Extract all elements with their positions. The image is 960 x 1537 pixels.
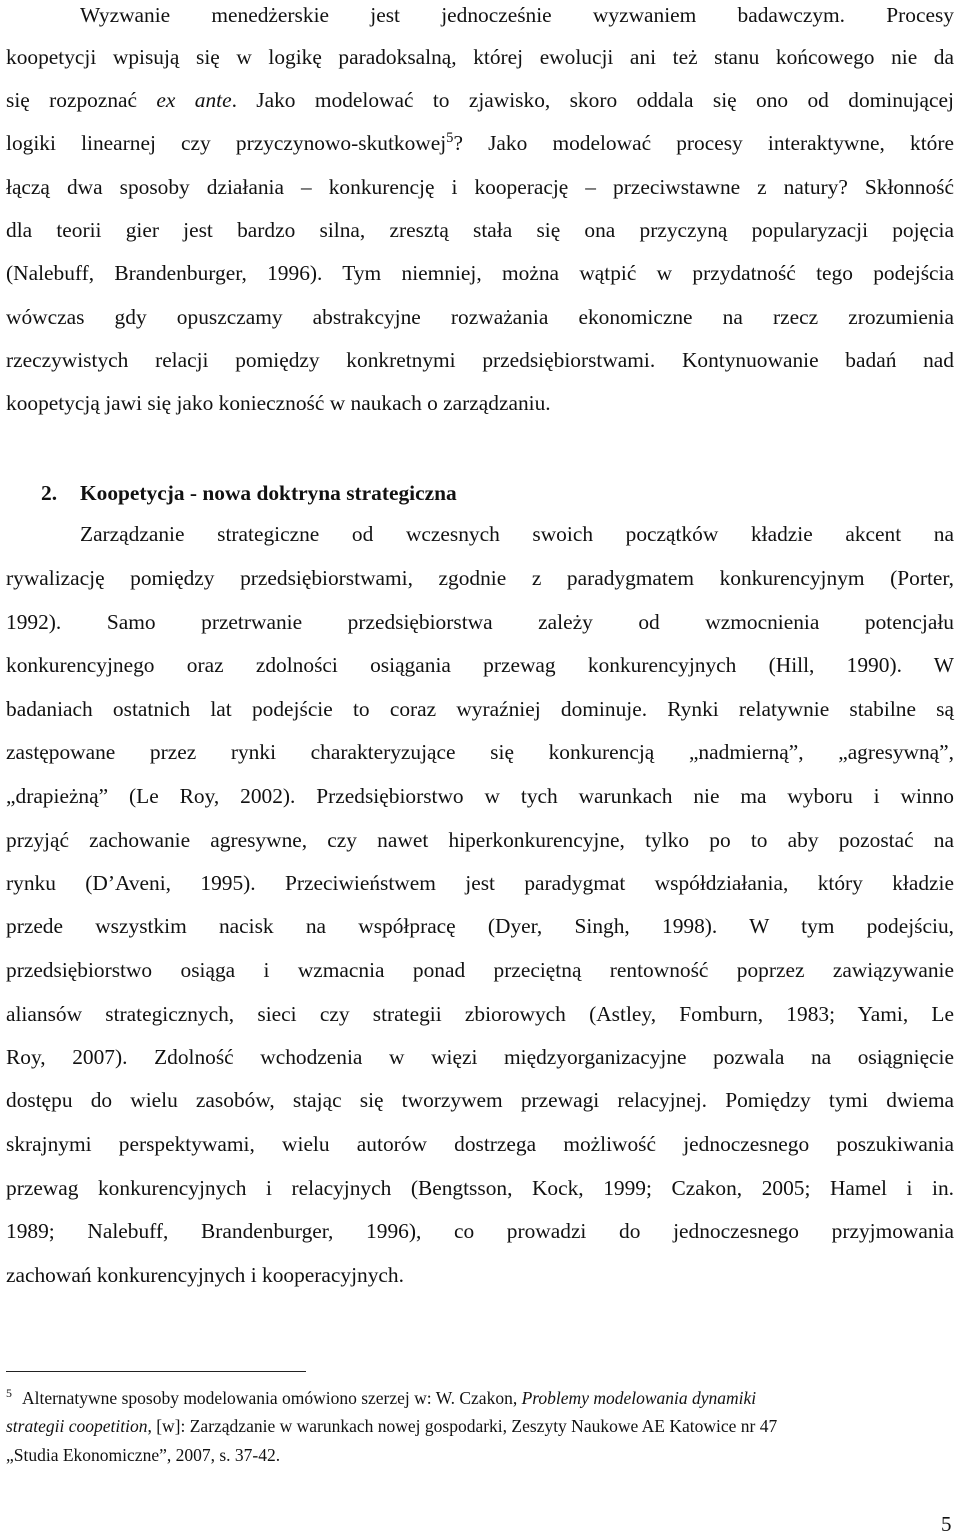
paragraph-2-line-9: rynku (D’Aveni, 1995). Przeciwieństwem jest paradygmat współdziałania, który kładzie bbox=[6, 871, 954, 895]
paragraph-1-line-3-pre: się rozpoznać bbox=[6, 88, 157, 112]
paragraph-2-line-17: 1989; Nalebuff, Brandenburger, 1996), co prowadzi do jednoczesnego przyjmowania bbox=[6, 1219, 954, 1243]
footnote-line-2 bbox=[6, 1414, 936, 1438]
paragraph-1-line-4-post: ? Jako modelować procesy interaktywne, które bbox=[453, 131, 955, 155]
section-title: Koopetycja - nowa doktryna strategiczna bbox=[80, 481, 457, 505]
paragraph-2-line-7: „drapieżną” (Le Roy, 2002). Przedsiębiorstwo w tych warunkach nie ma wyboru i winno bbox=[6, 784, 954, 808]
paragraph-1-line-3-post: . Jako modelować to zjawisko, skoro oddala się ono od dominującej bbox=[231, 88, 954, 112]
paragraph-1-line-3 bbox=[6, 85, 954, 115]
paragraph-2-line-1: Zarządzanie strategiczne od wczesnych swoich początków kładzie akcent na bbox=[80, 522, 954, 546]
paragraph-1-line-2: koopetycji wpisują się w logikę paradoksalną, której ewolucji ani też stanu końcowego nie da bbox=[6, 45, 954, 69]
paragraph-1-line-9: rzeczywistych relacji pomiędzy konkretnymi przedsiębiorstwami. Kontynuowanie badań nad bbox=[6, 348, 954, 372]
section-number: 2. bbox=[41, 481, 58, 505]
paragraph-2-line-6: zastępowane przez rynki charakteryzujące się konkurencją „nadmierną”, „agresywną”, bbox=[6, 740, 954, 764]
footnote-reference[interactable]: 5 bbox=[446, 130, 454, 146]
footnote-line-2-post: , [w]: Zarządzanie w warunkach nowej gospodarki, Zeszyty Naukowe AE Katowice nr 47 bbox=[147, 1416, 778, 1436]
paragraph-1-line-10: koopetycją jawi się jako konieczność w naukach o zarządzaniu. bbox=[6, 391, 551, 415]
latin-term-ex-ante: ex ante bbox=[156, 88, 232, 112]
paragraph-2-line-16: przewag konkurencyjnych i relacyjnych (Bengtsson, Kock, 1999; Czakon, 2005; Hamel i in. bbox=[6, 1176, 954, 1200]
paragraph-2-line-11: przedsiębiorstwo osiąga i wzmacnia ponad przeciętną rentowność poprzez zawiązywanie bbox=[6, 958, 954, 982]
paragraph-1-line-8: wówczas gdy opuszczamy abstrakcyjne rozważania ekonomiczne na rzecz zrozumienia bbox=[6, 305, 954, 329]
paragraph-2-line-13: Roy, 2007). Zdolność wchodzenia w więzi międzyorganizacyjne pozwala na osiągnięcie bbox=[6, 1045, 954, 1069]
paragraph-2-line-2: rywalizację pomiędzy przedsiębiorstwami, zgodnie z paradygmatem konkurencyjnym (Porter, bbox=[6, 566, 954, 590]
page-number: 5 bbox=[941, 1512, 952, 1536]
paragraph-1-line-4-pre: logiki linearnej czy przyczynowo-skutkowej bbox=[6, 131, 447, 155]
paragraph-2-line-5: badaniach ostatnich lat podejście to coraz wyraźniej dominuje. Rynki relatywnie stabilne są bbox=[6, 697, 954, 721]
paragraph-2-line-18: zachowań konkurencyjnych i kooperacyjnych. bbox=[6, 1263, 404, 1287]
paragraph-1-line-7: (Nalebuff, Brandenburger, 1996). Tym niemniej, można wątpić w przydatność tego podejścia bbox=[6, 261, 954, 285]
paragraph-2-line-10: przede wszystkim nacisk na współpracę (Dyer, Singh, 1998). W tym podejściu, bbox=[6, 914, 954, 938]
footnote-separator bbox=[6, 1371, 306, 1372]
section-heading bbox=[41, 478, 457, 508]
paragraph-1-line-5: łączą dwa sposoby działania – konkurencję i kooperację – przeciwstawne z natury? Skłonność bbox=[6, 175, 954, 199]
footnote-line-1 bbox=[6, 1386, 936, 1410]
paragraph-1-line-4 bbox=[6, 128, 954, 158]
footnote-line-3: „Studia Ekonomiczne”, 2007, s. 37-42. bbox=[6, 1445, 281, 1465]
footnote-line-1-pre: Alternatywne sposoby modelowania omówiono szerzej w: W. Czakon, bbox=[21, 1388, 522, 1408]
paragraph-2-line-4: konkurencyjnego oraz zdolności osiągania przewag konkurencyjnych (Hill, 1990). W bbox=[6, 653, 954, 677]
footnote-title-part-2: strategii coopetition bbox=[6, 1416, 148, 1436]
paragraph-2-line-12: aliansów strategicznych, sieci czy strategii zbiorowych (Astley, Fomburn, 1983; Yami, Le bbox=[6, 1002, 954, 1026]
paragraph-2-line-14: dostępu do wielu zasobów, stając się tworzywem przewagi relacyjnej. Pomiędzy tymi dwiema bbox=[6, 1088, 954, 1112]
paragraph-1-line-6: dla teorii gier jest bardzo silna, zresztą stała się ona przyczyną popularyzacji pojęcia bbox=[6, 218, 954, 242]
footnote-marker: 5 bbox=[6, 1386, 12, 1401]
paragraph-2-line-3: 1992). Samo przetrwanie przedsiębiorstwa zależy od wzmocnienia potencjału bbox=[6, 610, 954, 634]
footnote-title-part-1: Problemy modelowania dynamiki bbox=[521, 1388, 757, 1408]
paragraph-2-line-8: przyjąć zachowanie agresywne, czy nawet hiperkonkurencyjne, tylko po to aby pozostać na bbox=[6, 828, 954, 852]
paragraph-1-line-1: Wyzwanie menedżerskie jest jednocześnie wyzwaniem badawczym. Procesy bbox=[80, 3, 954, 27]
paragraph-2-line-15: skrajnymi perspektywami, wielu autorów dostrzega możliwość jednoczesnego poszukiwania bbox=[6, 1132, 954, 1156]
